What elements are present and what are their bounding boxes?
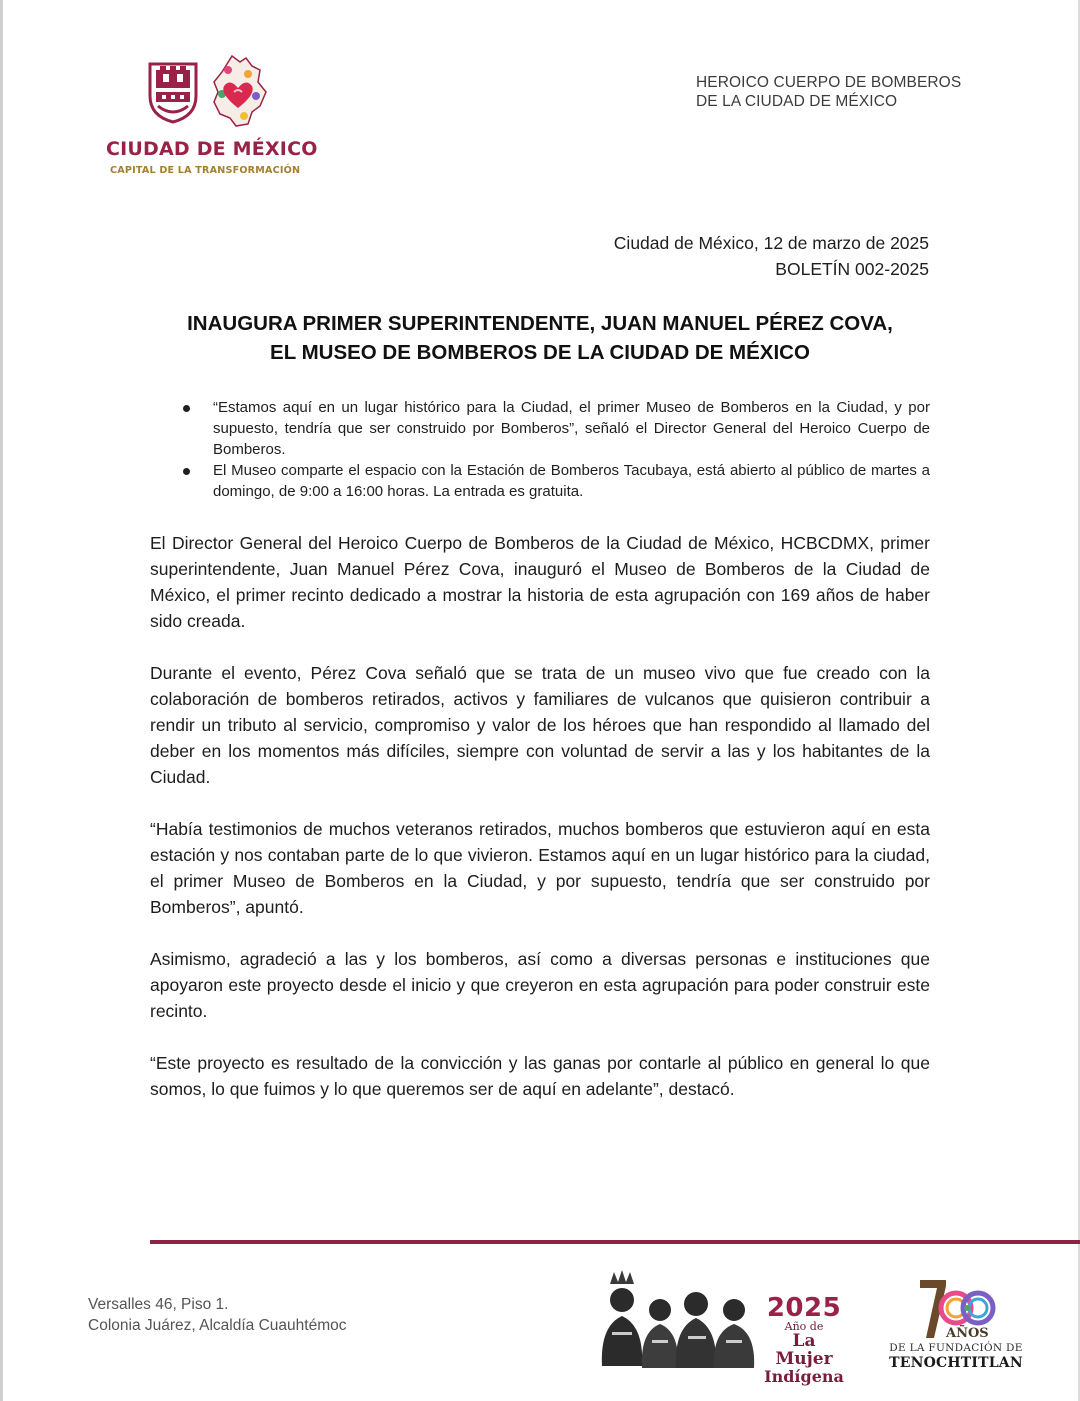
anniversary-line-2: TENOCHTITLAN [889,1355,1023,1371]
dateline [614,230,929,282]
footer-divider [150,1240,1080,1244]
year-number: 2025 [766,1293,842,1323]
bullet-item [176,397,930,460]
indigenous-women-illustration-icon [596,1270,760,1372]
paragraph: “Había testimonios de muchos veteranos retirados, muchos bomberos que estuvieron aquí en esta estación y nos contaban parte de lo que vivieron. Estamos aquí en un lugar histórico para la ciudad, el primer Museo de Bomberos en la Ciudad, y por supuesto, tendría que ser construido por Bomberos”, apuntó. [150,819,930,917]
year-line-1: Año de [784,1320,824,1333]
logo-title: CIUDAD DE MÉXICO [106,138,318,160]
paragraph: Durante el evento, Pérez Cova señaló que se trata de un museo vivo que fue creado con la colaboración de bomberos retirados, activos y familiares de vulcanos que quisieron contribuir a rendir un tributo al servicio, compromiso y valor de los héroes que han respondido al llamado del deber en los momentos más difíciles, siempre con voluntad de servir a las y los habitantes de la Ciudad. [150,663,930,787]
address [88,1294,346,1336]
page-edge-left [0,0,3,1401]
summary-bullets [176,397,930,502]
article-body [150,530,930,1128]
org-line-2: DE LA CIUDAD DE MÉXICO [696,93,898,110]
address-line-1: Versalles 46, Piso 1. [88,1296,229,1313]
bullet-text: El Museo comparte el espacio con la Estación de Bomberos Tacubaya, está abierto al público de martes a domingo, de 9:00 a 16:00 horas. La entrada es gratuita. [213,462,930,500]
place-date: Ciudad de México, 12 de marzo de 2025 [613,233,929,253]
bullet-dot-icon [183,468,190,475]
logo-subtitle: CAPITAL DE LA TRANSFORMACIÓN [110,165,301,176]
anniversary-anos: AÑOS [946,1326,989,1341]
bulletin-number: BOLETÍN 002-2025 [775,259,929,279]
paragraph: Asimismo, agradeció a las y los bomberos, así como a diversas personas e instituciones que apoyaron este proyecto desde el inicio y que creyeron en esta agrupación para poder construir este recinto. [150,949,930,1021]
cdmx-emblem-icon [148,52,278,132]
bullet-text: “Estamos aquí en un lugar histórico para la Ciudad, el primer Museo de Bomberos en la Ciudad, y por supuesto, tendría que ser construido por Bomberos”, señaló el Director General del Heroico Cuerpo de Bomberos. [213,399,930,458]
year-line-3: Indígena [764,1367,844,1386]
organization-name [696,73,961,111]
headline [150,309,930,367]
bullet-item [176,460,930,502]
paragraph: El Director General del Heroico Cuerpo de Bomberos de la Ciudad de México, HCBCDMX, primer superintendente, Juan Manuel Pérez Cova, inauguró el Museo de Bomberos de la Ciudad de México, el primer recinto dedicado a mostrar la historia de esta agrupación con 169 años de haber sido creada. [150,533,930,631]
headline-line-2: EL MUSEO DE BOMBEROS DE LA CIUDAD DE MÉXICO [270,341,810,364]
headline-line-1: INAUGURA PRIMER SUPERINTENDENTE, JUAN MANUEL PÉREZ COVA, [187,312,893,335]
bullet-dot-icon [183,405,190,412]
paragraph: “Este proyecto es resultado de la convicción y las ganas por contarle al público en general lo que somos, lo que fuimos y lo que queremos ser de aquí en adelante”, destacó. [150,1053,930,1099]
year-line-2: La Mujer [775,1331,833,1369]
anniversary-line-1: DE LA FUNDACIÓN DE [889,1342,1023,1354]
address-line-2: Colonia Juárez, Alcaldía Cuauhtémoc [88,1317,347,1334]
org-line-1: HEROICO CUERPO DE BOMBEROS [696,74,962,91]
year-of-indigenous-women [763,1295,845,1385]
